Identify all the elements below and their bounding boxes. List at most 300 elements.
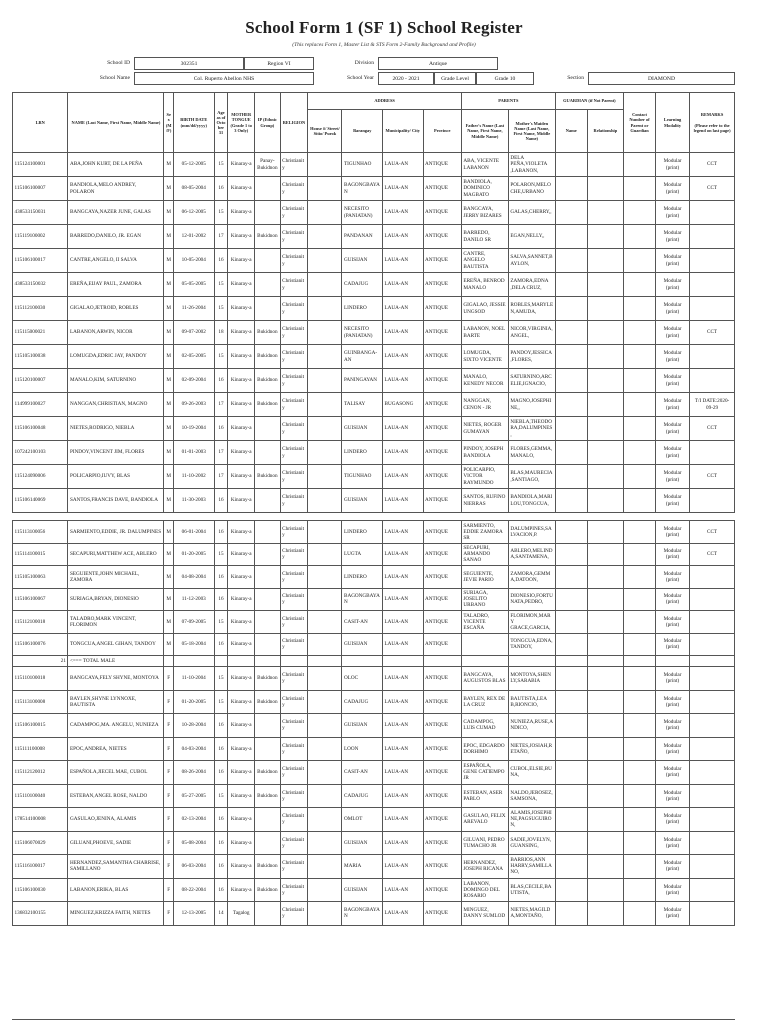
lrn-cell: 136832100155 <box>13 902 68 926</box>
barangay-cell: TIGUNHAO <box>342 153 383 177</box>
mother-tongue-cell: Kinaray-a <box>228 761 255 785</box>
religion-cell: Christianity <box>280 714 308 738</box>
sex-cell: F <box>164 714 174 738</box>
father-cell: CADAMPOG, LUIS CUMAD <box>461 714 508 738</box>
remarks-cell <box>690 714 735 738</box>
empty-cell <box>228 656 255 667</box>
municipality-cell: LAUA-AN <box>383 878 424 902</box>
guardian-relationship-cell <box>587 417 623 441</box>
table-row <box>13 225 735 249</box>
guardian-relationship-cell <box>587 297 623 321</box>
municipality-cell: LAUA-AN <box>383 588 424 611</box>
guardian-name-cell <box>555 521 587 544</box>
mother-tongue-cell: Kinaray-a <box>228 543 255 566</box>
birth-date-cell: 06-12-2005 <box>174 201 215 225</box>
birth-date-cell: 11-26-2004 <box>174 297 215 321</box>
religion-cell: Christianity <box>280 489 308 513</box>
municipality-cell: LAUA-AN <box>383 521 424 544</box>
guardian-name-cell <box>555 273 587 297</box>
name-cell: LABANON,ERIKA, BLAS <box>68 878 164 902</box>
empty-cell <box>174 656 215 667</box>
sex-cell: F <box>164 831 174 855</box>
table-row <box>13 441 735 465</box>
municipality-cell: LAUA-AN <box>383 273 424 297</box>
contact-cell <box>624 297 656 321</box>
table-row <box>13 611 735 634</box>
table-row <box>13 393 735 417</box>
guardian-name-cell <box>555 808 587 832</box>
mother-cell: PANDOY,JESSICA,FLORES, <box>508 345 555 369</box>
name-cell: GIGALAO,JETROID, ROBLES <box>68 297 164 321</box>
mother-cell: BLAS,CECILE,BAUTISTA, <box>508 878 555 902</box>
remarks-cell <box>690 201 735 225</box>
ip-cell <box>255 489 281 513</box>
lrn-cell: 115124090006 <box>13 465 68 489</box>
barangay-cell: LOON <box>342 737 383 761</box>
ip-cell: Bukidnon <box>255 855 281 879</box>
contact-cell <box>623 521 655 544</box>
mother-cell: TONGCUA,EDNA,TANDOY, <box>508 633 555 656</box>
religion-cell: Christianity <box>280 369 308 393</box>
house-cell <box>308 566 342 589</box>
father-cell: SURIAGA, JOSELITO URBANO <box>461 588 508 611</box>
lrn-cell: 115115000021 <box>13 321 68 345</box>
guardian-relationship-cell <box>587 831 623 855</box>
modality-cell: Modular (print) <box>656 273 690 297</box>
sex-cell: M <box>164 588 174 611</box>
remarks-cell: CCT <box>690 543 735 566</box>
province-cell: ANTIQUE <box>423 690 461 714</box>
mother-tongue-cell: Kinaray-a <box>228 249 255 273</box>
remarks-cell <box>690 667 735 691</box>
guardian-name-cell <box>555 714 587 738</box>
lrn-cell: 438533150032 <box>13 273 68 297</box>
header-contact: Contact Number of Parent or Guardian <box>624 93 656 153</box>
name-cell: SEGUIENTE,JOHN MICHAEL, ZAMORA <box>68 566 164 589</box>
guardian-relationship-cell <box>587 808 623 832</box>
remarks-cell <box>690 369 735 393</box>
father-cell: LABANON, DOMINGO DEL ROSARIO <box>461 878 508 902</box>
header-birth-date: BIRTH DATE (mm/dd/yyyy) <box>174 93 215 153</box>
father-cell: EREÑA, BENROD MANALO <box>461 273 508 297</box>
name-cell: NIETES,RODRIGO, NIEBLA <box>68 417 164 441</box>
header-ip: IP (Ethnic Group) <box>255 93 281 153</box>
table-row <box>13 878 735 902</box>
name-cell: SECAPURI,MATTHEW ACE, ABLERO <box>68 543 164 566</box>
table-row <box>13 690 735 714</box>
mother-cell: DELA PEÑA,VIOLETA ,LABANON, <box>508 153 555 177</box>
father-cell: LOMUGDA, SIXTO VICENTE <box>461 345 508 369</box>
birth-date-cell: 06-03-2004 <box>174 855 215 879</box>
religion-cell: Christianity <box>280 393 308 417</box>
guardian-relationship-cell <box>587 761 623 785</box>
table-row <box>13 249 735 273</box>
remarks-cell <box>690 761 735 785</box>
province-cell: ANTIQUE <box>423 543 461 566</box>
guardian-relationship-cell <box>587 489 623 513</box>
contact-cell <box>624 177 656 201</box>
remarks-cell <box>690 611 735 634</box>
mother-cell: POLARON,MELOCHE,URBANO <box>508 177 555 201</box>
name-cell: LOMUGDA,EDRIC JAY, PANDOY <box>68 345 164 369</box>
sex-cell: M <box>164 566 174 589</box>
header-barangay: Barangay <box>342 110 383 153</box>
header-religion: RELIGION <box>280 93 308 153</box>
province-cell: ANTIQUE <box>423 714 461 738</box>
section-label: Section <box>567 75 584 81</box>
modality-cell: Modular (print) <box>656 153 690 177</box>
birth-date-cell: 09-07-2002 <box>174 321 215 345</box>
name-cell: SURIAGA,BRYAN, DIONESIO <box>68 588 164 611</box>
ip-cell: Bukidnon <box>255 761 281 785</box>
header-name: NAME (Last Name, First Name, Middle Name) <box>68 93 164 153</box>
remarks-cell <box>690 566 735 589</box>
lrn-cell: 115119100002 <box>13 225 68 249</box>
municipality-cell: LAUA-AN <box>383 441 424 465</box>
modality-cell: Modular (print) <box>655 690 689 714</box>
father-cell: GILUANI, PEDRO TUMACHO JR <box>461 831 508 855</box>
sex-cell: M <box>164 153 174 177</box>
sex-cell: M <box>164 417 174 441</box>
barangay-cell: TIGUNHAO <box>342 465 383 489</box>
remarks-cell <box>690 249 735 273</box>
age-cell: 16 <box>214 855 228 879</box>
guardian-name-cell <box>555 667 587 691</box>
ip-cell <box>255 417 281 441</box>
guardian-relationship-cell <box>587 225 623 249</box>
house-cell <box>308 273 342 297</box>
modality-cell: Modular (print) <box>656 417 690 441</box>
father-cell: SANTOS, RUFINO NIERRAS <box>461 489 508 513</box>
house-cell <box>308 297 342 321</box>
province-cell: ANTIQUE <box>423 345 461 369</box>
house-cell <box>308 153 342 177</box>
modality-cell: Modular (print) <box>655 761 689 785</box>
name-cell: BAYLEN,SHYNE LYNNOXE, BAUTISTA <box>68 690 164 714</box>
religion-cell: Christianity <box>280 633 308 656</box>
municipality-cell: LAUA-AN <box>383 690 424 714</box>
ip-cell <box>255 177 281 201</box>
header-age: Age as of October 31 <box>214 93 228 153</box>
father-cell <box>461 633 508 656</box>
birth-date-cell: 05-18-2004 <box>174 633 215 656</box>
mother-tongue-cell: Kinaray-a <box>228 784 255 808</box>
name-cell: CADAMPOG,MA. ANGELU, NUNIEZA <box>68 714 164 738</box>
guardian-name-cell <box>555 761 587 785</box>
mother-cell: NIETES,MAGILDA,MONTAÑO, <box>508 902 555 926</box>
lrn-cell: 115114100015 <box>13 543 68 566</box>
mother-tongue-cell: Kinaray-a <box>228 417 255 441</box>
house-cell <box>308 177 342 201</box>
barangay-cell: PANINGAYAN <box>342 369 383 393</box>
table-row <box>13 345 735 369</box>
school-name-value: Col. Ruperto Abellon NHS <box>134 72 314 85</box>
province-cell: ANTIQUE <box>423 588 461 611</box>
section-value: DIAMOND <box>588 72 735 85</box>
barangay-cell: GUISIJAN <box>342 633 383 656</box>
ip-cell <box>255 737 281 761</box>
religion-cell: Christianity <box>280 784 308 808</box>
guardian-name-cell <box>555 566 587 589</box>
remarks-cell <box>690 737 735 761</box>
mother-tongue-cell: Kinaray-a <box>228 521 255 544</box>
province-cell: ANTIQUE <box>423 611 461 634</box>
age-cell: 17 <box>214 393 228 417</box>
empty-cell <box>555 656 587 667</box>
mother-cell: BANDIOLA,MARILOU,TONGCUA, <box>508 489 555 513</box>
house-cell <box>308 249 342 273</box>
father-cell: ESTEBAN, ASER PABLO <box>461 784 508 808</box>
age-cell: 16 <box>214 737 228 761</box>
mother-cell: FLORIMON,MARY GRACE,GARCIA, <box>508 611 555 634</box>
register-table-page-1 <box>12 92 735 513</box>
guardian-name-cell <box>555 297 587 321</box>
birth-date-cell: 11-10-2002 <box>174 465 215 489</box>
modality-cell: Modular (print) <box>655 714 689 738</box>
municipality-cell: BUGASONG <box>383 393 424 417</box>
guardian-relationship-cell <box>587 737 623 761</box>
father-cell: POLICARPIO, VICTOR RAYMUNDO <box>461 465 508 489</box>
contact-cell <box>623 761 655 785</box>
guardian-name-cell <box>555 153 587 177</box>
guardian-relationship-cell <box>587 249 623 273</box>
table-row <box>13 321 735 345</box>
father-cell: ABA, VICENTE LABANON <box>461 153 508 177</box>
name-cell: ESTEBAN,ANGEL ROSE, NALDO <box>68 784 164 808</box>
province-cell: ANTIQUE <box>423 737 461 761</box>
sex-cell: M <box>164 225 174 249</box>
religion-cell: Christianity <box>280 588 308 611</box>
guardian-relationship-cell <box>587 369 623 393</box>
father-cell: CANTRE, ANGELO BAUTISTA <box>461 249 508 273</box>
guardian-name-cell <box>555 321 587 345</box>
father-cell: SECAPURI, ARMANDO SANAO <box>461 543 508 566</box>
name-cell: NANGGAN,CHRISTIAN, MAGNO <box>68 393 164 417</box>
age-cell: 15 <box>214 201 228 225</box>
remarks-cell: T/I DATE:2020-09-29 <box>690 393 735 417</box>
lrn-cell: 115106100007 <box>13 177 68 201</box>
table-row <box>13 417 735 441</box>
municipality-cell: LAUA-AN <box>383 249 424 273</box>
lrn-cell: 115124100001 <box>13 153 68 177</box>
contact-cell <box>624 201 656 225</box>
header-father: Father's Name (Last Name, First Name, Middle Name) <box>461 110 508 153</box>
barangay-cell: TALISAY <box>342 393 383 417</box>
sex-cell: F <box>164 690 174 714</box>
guardian-name-cell <box>555 201 587 225</box>
header-remarks <box>690 93 735 153</box>
birth-date-cell: 02-13-2004 <box>174 808 215 832</box>
modality-cell: Modular (print) <box>655 588 689 611</box>
contact-cell <box>623 902 655 926</box>
house-cell <box>308 441 342 465</box>
guardian-name-cell <box>555 611 587 634</box>
header-guardian-relationship: Relationship <box>587 110 623 153</box>
municipality-cell: LAUA-AN <box>383 417 424 441</box>
table-row <box>13 714 735 738</box>
remarks-cell: CCT <box>690 417 735 441</box>
province-cell: ANTIQUE <box>423 465 461 489</box>
house-cell <box>308 633 342 656</box>
empty-cell <box>280 656 308 667</box>
house-cell <box>308 902 342 926</box>
header-guardian-name: Name <box>555 110 587 153</box>
grade-level-label: Grade Level <box>434 72 476 85</box>
guardian-name-cell <box>555 690 587 714</box>
province-cell: ANTIQUE <box>423 808 461 832</box>
name-cell: ABA,JOHN KURT, DE LA PEÑA <box>68 153 164 177</box>
contact-cell <box>623 737 655 761</box>
sex-cell: F <box>164 902 174 926</box>
name-cell: MANALO,KIM, SATURNINO <box>68 369 164 393</box>
table-row <box>13 831 735 855</box>
mother-cell: DALUMPINES,SALVACION,P. <box>508 521 555 544</box>
barangay-cell: LINDERO <box>342 521 383 544</box>
house-cell <box>308 808 342 832</box>
modality-cell: Modular (print) <box>656 369 690 393</box>
header-modality: Learning Modality <box>656 93 690 153</box>
header-house: House #/ Street/ Sitio/ Purok <box>308 110 342 153</box>
remarks-cell: CCT <box>690 153 735 177</box>
modality-cell: Modular (print) <box>655 667 689 691</box>
municipality-cell: LAUA-AN <box>383 345 424 369</box>
remarks-cell: CCT <box>690 521 735 544</box>
religion-cell: Christianity <box>280 153 308 177</box>
remarks-cell <box>690 273 735 297</box>
municipality-cell: LAUA-AN <box>383 761 424 785</box>
mother-cell: BARRIOS,ANN HARRY,SAMILLANO, <box>508 855 555 879</box>
birth-date-cell: 10-19-2004 <box>174 417 215 441</box>
guardian-name-cell <box>555 465 587 489</box>
sex-cell: F <box>164 761 174 785</box>
guardian-name-cell <box>555 417 587 441</box>
remarks-cell <box>690 902 735 926</box>
remarks-cell <box>690 808 735 832</box>
mother-cell: SALVA,SANNET,BAYLON, <box>508 249 555 273</box>
table-row <box>13 761 735 785</box>
father-cell: ESPAÑOLA, GENE CATIEMPO JR <box>461 761 508 785</box>
name-cell: BANGCAYA,NAZER JUNE, GALAS <box>68 201 164 225</box>
age-cell: 16 <box>214 831 228 855</box>
mother-cell: GALAS,CHERRY,, <box>508 201 555 225</box>
sex-cell: M <box>164 393 174 417</box>
table-row <box>13 201 735 225</box>
mother-cell: CUBOL,ELSIE,BUNA, <box>508 761 555 785</box>
remarks-cell <box>690 489 735 513</box>
municipality-cell: LAUA-AN <box>383 633 424 656</box>
mother-tongue-cell: Kinaray-a <box>228 201 255 225</box>
sex-cell: M <box>164 321 174 345</box>
table-row <box>13 784 735 808</box>
barangay-cell: GUISIJAN <box>342 249 383 273</box>
guardian-relationship-cell <box>587 714 623 738</box>
father-cell: MANALO, KENEDY NECOR <box>461 369 508 393</box>
barangay-cell: BAGONGBAYAN <box>342 588 383 611</box>
ip-cell: Bukidnon <box>255 321 281 345</box>
name-cell: TALADRO,MARK VINCENT, FLORIMON <box>68 611 164 634</box>
father-cell: BANDIOLA, DOMINICO MAGBATO <box>461 177 508 201</box>
lrn-cell: 115106100076 <box>13 633 68 656</box>
guardian-relationship-cell <box>587 345 623 369</box>
contact-cell <box>624 393 656 417</box>
empty-cell <box>342 656 383 667</box>
lrn-cell: 115111100008 <box>13 737 68 761</box>
municipality-cell: LAUA-AN <box>383 369 424 393</box>
table-row <box>13 737 735 761</box>
house-cell <box>308 611 342 634</box>
guardian-relationship-cell <box>587 321 623 345</box>
modality-cell: Modular (print) <box>655 784 689 808</box>
name-cell: BARREDO,DANILO, JR. EGAN <box>68 225 164 249</box>
municipality-cell: LAUA-AN <box>383 714 424 738</box>
remarks-cell <box>690 878 735 902</box>
ip-cell <box>255 611 281 634</box>
empty-cell <box>423 656 461 667</box>
religion-cell: Christianity <box>280 465 308 489</box>
birth-date-cell: 06-01-2004 <box>174 521 215 544</box>
contact-cell <box>623 611 655 634</box>
guardian-name-cell <box>555 369 587 393</box>
age-cell: 15 <box>214 690 228 714</box>
municipality-cell: LAUA-AN <box>383 611 424 634</box>
house-cell <box>308 465 342 489</box>
mother-tongue-cell: Kinaray-a <box>228 345 255 369</box>
table-row <box>13 902 735 926</box>
guardian-name-cell <box>555 543 587 566</box>
sex-cell: M <box>164 345 174 369</box>
table-row <box>13 588 735 611</box>
lrn-cell: 115120100007 <box>13 369 68 393</box>
barangay-cell: CASIT-AN <box>342 611 383 634</box>
municipality-cell: LAUA-AN <box>383 177 424 201</box>
guardian-name-cell <box>555 784 587 808</box>
municipality-cell: LAUA-AN <box>383 784 424 808</box>
sex-cell: M <box>164 441 174 465</box>
mother-tongue-cell: Kinaray-a <box>228 369 255 393</box>
sex-cell: F <box>164 878 174 902</box>
empty-cell <box>587 656 623 667</box>
birth-date-cell: 05-27-2005 <box>174 784 215 808</box>
barangay-cell: NECESITO (PANIATAN) <box>342 201 383 225</box>
empty-cell <box>461 656 508 667</box>
empty-cell <box>214 656 228 667</box>
house-cell <box>308 201 342 225</box>
religion-cell: Christianity <box>280 808 308 832</box>
ip-cell <box>255 566 281 589</box>
ip-cell: Bukidnon <box>255 878 281 902</box>
age-cell: 16 <box>214 761 228 785</box>
mother-tongue-cell: Kinaray-a <box>228 489 255 513</box>
table-row <box>13 543 735 566</box>
modality-cell: Modular (print) <box>656 345 690 369</box>
ip-cell <box>255 297 281 321</box>
ip-cell: Bukidnon <box>255 393 281 417</box>
province-cell: ANTIQUE <box>423 321 461 345</box>
ip-cell: Panay-Bukidnon <box>255 153 281 177</box>
guardian-relationship-cell <box>587 201 623 225</box>
contact-cell <box>624 249 656 273</box>
age-cell: 15 <box>214 784 228 808</box>
guardian-relationship-cell <box>587 177 623 201</box>
age-cell: 15 <box>214 667 228 691</box>
house-cell <box>308 667 342 691</box>
father-cell: LABANON, NOEL BARTE <box>461 321 508 345</box>
mother-tongue-cell: Kinaray-a <box>228 566 255 589</box>
barangay-cell: CADAJUG <box>342 784 383 808</box>
mother-tongue-cell: Kinaray-a <box>228 611 255 634</box>
religion-cell: Christianity <box>280 831 308 855</box>
municipality-cell: LAUA-AN <box>383 902 424 926</box>
